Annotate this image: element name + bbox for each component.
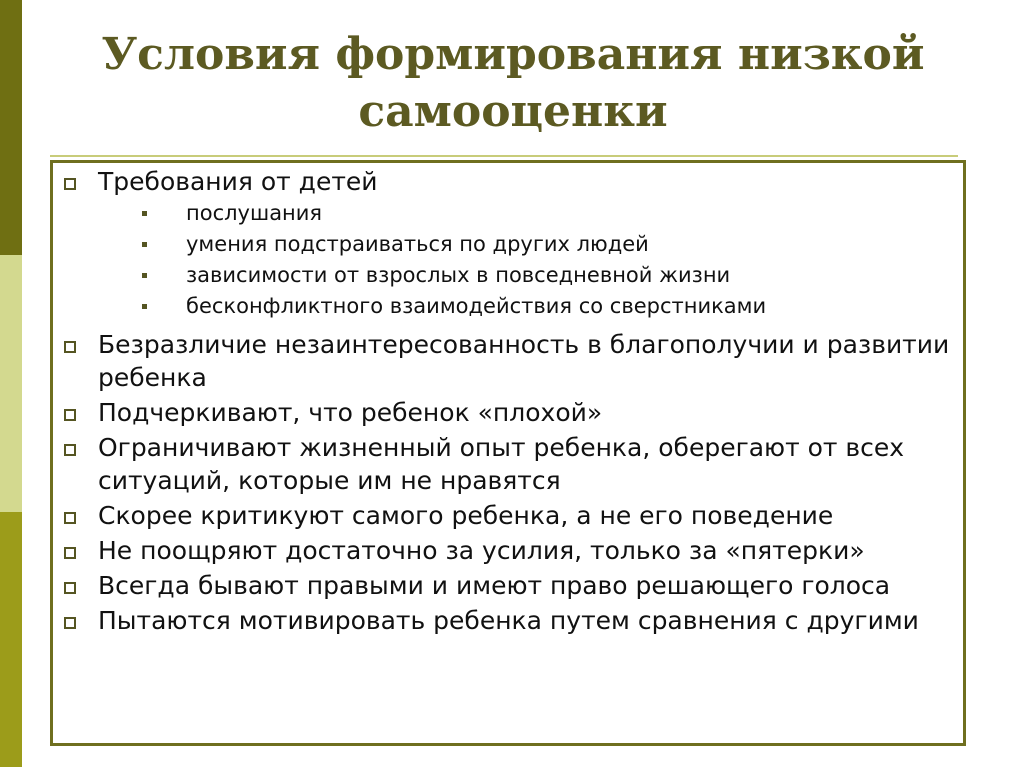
side-bar-middle (0, 255, 22, 512)
small-square-bullet-icon (142, 211, 147, 216)
sub-list-item (98, 229, 962, 260)
sub-list-item-text: бесконфликтного взаимодействия со сверстниками (186, 294, 767, 318)
list-item (62, 431, 962, 497)
list-item-text: Не поощряют достаточно за усилия, только за «пятерки» (98, 536, 865, 565)
sub-list-item (98, 291, 962, 322)
list-item (62, 165, 962, 322)
hollow-square-bullet-icon (64, 444, 76, 456)
sub-list-item (98, 198, 962, 229)
list-item-text: Требования от детей (98, 167, 378, 196)
list-item-text: Безразличие незаинтересованность в благополучии и развитии ребенка (98, 330, 950, 392)
sub-list-item (98, 260, 962, 291)
side-bar-bottom (0, 512, 22, 767)
top-rule (50, 155, 958, 157)
small-square-bullet-icon (142, 273, 147, 278)
list-item (62, 499, 962, 532)
list-item (62, 604, 962, 637)
sub-list-item-text: умения подстраиваться по других людей (186, 232, 649, 256)
list-item (62, 534, 962, 567)
hollow-square-bullet-icon (64, 409, 76, 421)
side-bar-top (0, 0, 22, 255)
hollow-square-bullet-icon (64, 582, 76, 594)
list-item (62, 396, 962, 429)
list-item-text: Пытаются мотивировать ребенка путем сравнения с другими (98, 606, 919, 635)
list-item-text: Всегда бывают правыми и имеют право решающего голоса (98, 571, 891, 600)
slide-title: Условия формирования низкой самооценки (101, 29, 925, 137)
sub-bullet-list (98, 198, 962, 322)
small-square-bullet-icon (142, 304, 147, 309)
sub-list-item-text: зависимости от взрослых в повседневной жизни (186, 263, 731, 287)
sub-list-item-text: послушания (186, 201, 323, 225)
list-item-text: Скорее критикуют самого ребенка, а не его поведение (98, 501, 834, 530)
list-item (62, 569, 962, 602)
hollow-square-bullet-icon (64, 178, 76, 190)
hollow-square-bullet-icon (64, 341, 76, 353)
hollow-square-bullet-icon (64, 512, 76, 524)
list-item (62, 328, 962, 394)
bullet-list (62, 165, 962, 639)
hollow-square-bullet-icon (64, 617, 76, 629)
small-square-bullet-icon (142, 242, 147, 247)
list-item-text: Ограничивают жизненный опыт ребенка, оберегают от всех ситуаций, которые им не нравятся (98, 433, 905, 495)
list-item-text: Подчеркивают, что ребенок «плохой» (98, 398, 603, 427)
hollow-square-bullet-icon (64, 547, 76, 559)
